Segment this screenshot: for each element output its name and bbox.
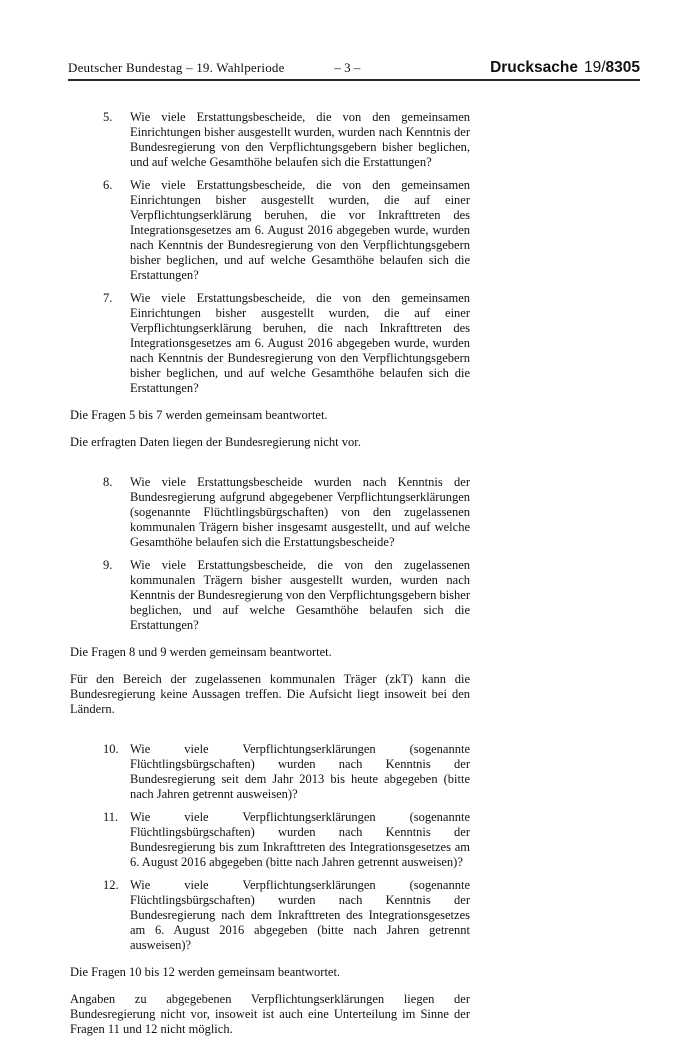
question-item-12 — [70, 878, 470, 953]
question-item-8 — [70, 475, 470, 550]
question-number: 6. — [103, 178, 113, 192]
answer-paragraph: Die Fragen 8 und 9 werden gemeinsam beantwortet. — [70, 645, 332, 659]
header-page-number: – 3 – — [334, 60, 361, 75]
question-number: 10. — [103, 742, 119, 756]
question-text: Wie viele Verpflichtungserklärungen (sogenannte Flüchtlingsbürgschaften) wurden nach Kenntnis der Bundesregierung nach dem Inkrafttreten des Integrationsgesetzes am 6. August 2016 abgegeben (bitte nach Jahren getrennt ausweisen)? — [130, 878, 470, 952]
question-text: Wie viele Erstattungsbescheide, die von den gemeinsamen Einrichtungen bisher ausgestellt wurden, wurden nach Kenntnis der Bundesregierung von den Verpflichtungsgebern bisher beglichen, und auf welche Gesamthöhe belaufen sich die Erstattungen? — [130, 110, 470, 169]
question-item-6 — [70, 178, 470, 283]
question-text: Wie viele Verpflichtungserklärungen (sogenannte Flüchtlingsbürgschaften) wurden nach Kenntnis der Bundesregierung bis zum Inkrafttreten des Integrationsgesetzes am 6. August 2016 abgegeben (bitte nach Jahren getrennt ausweisen)? — [130, 810, 470, 869]
question-item-5 — [70, 110, 470, 170]
question-number: 5. — [103, 110, 113, 124]
question-item-11 — [70, 810, 470, 870]
answer-paragraph: Für den Bereich der zugelassenen kommunalen Träger (zkT) kann die Bundesregierung keine Aussagen treffen. Die Aufsicht liegt insoweit bei den Ländern. — [70, 672, 470, 716]
document-body — [70, 110, 470, 1037]
question-text: Wie viele Erstattungsbescheide, die von den zugelassenen kommunalen Trägern bisher ausgestellt wurden, wurden nach Kenntnis der Bundesregierung von den Verpflichtungsgebern bisher beglichen, und auf welche Gesamthöhe belaufen sich die Erstattungen? — [130, 558, 470, 632]
question-number: 11. — [103, 810, 119, 824]
question-text: Wie viele Erstattungsbescheide, die von den gemeinsamen Einrichtungen bisher ausgestellt wurden, die auf einer Verpflichtungserklärung beruhen, die nach Inkrafttreten des Integrationsgesetzes am 6. August 2016 abgegeben wurde, wurden nach Kenntnis der Bundesregierung von den Verpflichtungsgebern bisher beglichen, und auf welche Gesamthöhe belaufen sich die Erstattungen? — [130, 291, 470, 395]
drucksache-document-number: 8305 — [605, 59, 640, 76]
question-text: Wie viele Erstattungsbescheide wurden nach Kenntnis der Bundesregierung aufgrund abgegebener Verpflichtungserklärungen (sogenannte Flüchtlingsbürgschaften) von den zugelassenen kommunalen Trägern bisher insgesamt ausgestellt, und auf welche Gesamthöhe belaufen sich die Erstattungsbescheide? — [130, 475, 470, 549]
question-number: 12. — [103, 878, 119, 892]
answer-paragraph: Die Fragen 10 bis 12 werden gemeinsam beantwortet. — [70, 965, 341, 979]
question-item-9 — [70, 558, 470, 633]
question-number: 7. — [103, 291, 113, 305]
drucksache-series-number: 19/ — [583, 59, 606, 76]
question-item-10 — [70, 742, 470, 802]
question-text: Wie viele Verpflichtungserklärungen (sogenannte Flüchtlingsbürgschaften) wurden nach Kenntnis der Bundesregierung seit dem Jahr 2013 bis heute abgegeben (bitte nach Jahren getrennt ausweisen)? — [130, 742, 470, 801]
question-text: Wie viele Erstattungsbescheide, die von den gemeinsamen Einrichtungen bisher ausgestellt wurden, die auf einer Verpflichtungserklärung beruhen, die vor Inkrafttreten des Integrationsgesetzes am 6. August 2016 abgegeben wurde, wurden nach Kenntnis der Bundesregierung von den Verpflichtungsgebern bisher beglichen, und auf welche Gesamthöhe belaufen sich die Erstattungen? — [130, 178, 470, 282]
question-number: 8. — [103, 475, 113, 489]
question-item-7 — [70, 291, 470, 396]
page-header — [68, 60, 640, 81]
answer-paragraph: Die erfragten Daten liegen der Bundesregierung nicht vor. — [70, 435, 361, 449]
answer-paragraph: Angaben zu abgegebenen Verpflichtungserklärungen liegen der Bundesregierung nicht vor, insoweit ist auch eine Unterteilung im Sinne der Fragen 11 und 12 nicht möglich. — [70, 992, 470, 1036]
question-number: 9. — [103, 558, 113, 572]
header-parliament-title: Deutscher Bundestag – 19. Wahlperiode — [68, 60, 285, 75]
drucksache-label: Drucksache — [490, 59, 578, 76]
answer-paragraph: Die Fragen 5 bis 7 werden gemeinsam beantwortet. — [70, 408, 328, 422]
header-drucksache-reference — [490, 60, 640, 75]
